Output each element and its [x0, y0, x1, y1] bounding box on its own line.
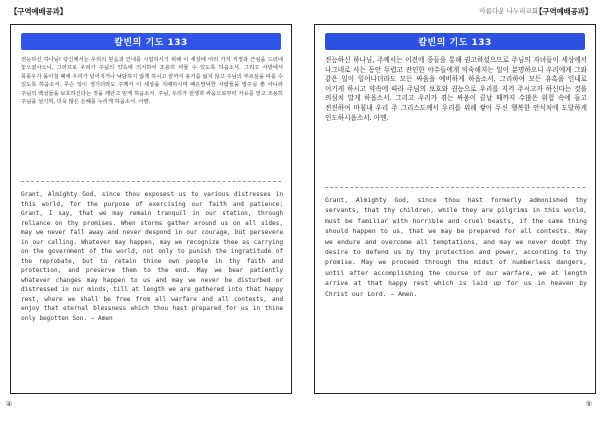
prayer-frame [314, 24, 596, 394]
section-tag: 【구역예배공과】 [10, 7, 67, 16]
korean-prayer-text: 전능하신 하나님, 주께서는 이전에 종들을 통해 권고하셨으므로 주님의 자녀들이 세상에서 나그네로 사는 동안 두렵고 잔인한 야수들에게 익숙해지는 일이 분명하오니 우리에게 그와 같은 일이 일어나더라도 모든 싸움을 예비하게 하옵소서. 그리하여 모든 유혹을 인내로 이기게 하시고 약속에 따라 주님의 보호와 권능으로 우리를 지켜 주시고자 하신다는 것을 의심치 말게 하옵소서. 그리고 우리가 겪는 싸움이 끝날 때까지 수많은 위험 속에 둘고 전진하여 마침내 우리 주 그리스도께서 우리를 위해 쌓아 두신 행복한 안식처에 도달하게 인도하시옵소서. 아멘. [325, 56, 587, 122]
church-name: 아름다운 나누리교회 [479, 7, 538, 15]
english-prayer-text: Grant, Almighty God, since thou exposest us to various distresses in this world, for the purpose of exercising our faith and patience: Grant, I say, that we may remain tranquil in our station, through reliance on thy promises. When storms gather around us on all sides, may we never fall away and never despond in our courage, but persevere in our calling. Whatever may happen, may we recognize thee as carrying on the government of the world, not only to punish the ingratitude of the reprobate, but to retain thine own people in thy faith and protection, and preserve them to the end. May we bear patiently whatever changes may happen to us and may we never be disturbed or distressed in our minds, till at length we are gathered into that happy rest, where we shall be free from all warfare and all contests, and enjoy that eternal blessness which thou hast prepared for us in thine only begotten Son. — Amen [21, 191, 283, 322]
section-tag: 【구역예배공과】 [535, 7, 592, 16]
prayer-frame [10, 24, 292, 394]
divider [21, 181, 281, 182]
left-page [0, 0, 298, 424]
english-prayer-text: Grant, Almighty God, since thou hast formerly admonished thy servants, that thy children, while they are pilgrims in this world, must be familiar with horrible and cruel beasts, if the same thing should happen to us, that we may be prepared for all contests. May we endure and overcome all temptations, and may we never doubt thy desire to defend us by thy protection and power, according to thy promise. May we proceed through the midst of numberless dangers, until after accomplishing the course of our warfare, we at length arrive at that happy rest which is laid up for us in heaven by Christ our Lord. — Amen. [325, 196, 587, 298]
korean-prayer-text: 전능하신 하나님! 당신께서는 우리의 믿음과 인내를 시험하시기 위해 이 세상에 여러 가지 걱정과 근심을 드러내 놓으셨사오니, 그러므로 우리가 주님의 약속에 의지하여 조용히 머물 수 있도록 하옵소서. 그리고 사방에서 폭풍우가 몰아칠 때에 우리가 넘어지거나 낙담하지 않게 하시고 끝까지 용기를 잃지 않고 주님의 부르심을 따를 수 있도록 하옵소서. 무슨 일이 생기더라도 주께서 이 세상을 지배하시며 배은망덕한 사람들을 벌주실 뿐 아니라 주님의 백성들을 보호하신다는 것을 깨닫고 믿게 하옵소서. 주님, 우리가 전쟁과 싸움으로부터 자유를 얻고 조용히 주님을 섬기며, 더욱 많은 은혜를 누리게 하옵소서. 아멘. [21, 57, 283, 106]
page-number: ④ [6, 400, 13, 408]
right-page [302, 0, 600, 424]
page-number: ⑤ [585, 400, 592, 408]
prayer-title: 칼빈의 기도 133 [21, 33, 281, 50]
divider [325, 187, 585, 188]
prayer-title: 칼빈의 기도 133 [325, 33, 585, 50]
